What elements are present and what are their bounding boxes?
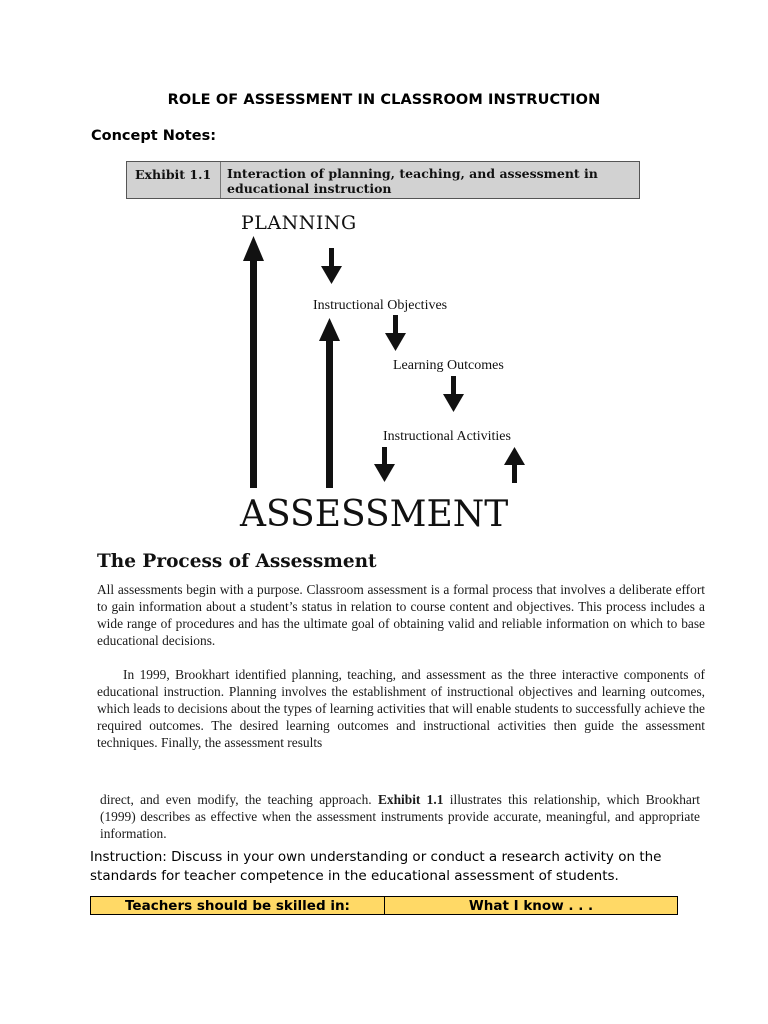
paragraph-exhibit-reference [100, 791, 700, 842]
up-arrow-short-icon [504, 447, 525, 483]
concept-notes-heading: Concept Notes: [91, 128, 217, 144]
down-arrow-icon [374, 447, 395, 482]
up-arrow-medium-icon [319, 318, 340, 488]
competence-table-header [90, 896, 678, 915]
paragraph-text-a: direct, and even modify, the teaching approach. [100, 792, 372, 807]
label-instructional-objectives: Instructional Objectives [313, 298, 448, 313]
down-arrow-icon [385, 315, 406, 351]
label-instructional-activities: Instructional Activities [383, 429, 511, 444]
exhibit-number: Exhibit 1.1 [135, 167, 212, 182]
instruction-text: Instruction: Discuss in your own understanding or conduct a research activity on the standards for teacher competence in the educational assessment of students. [90, 849, 662, 884]
down-arrow-icon [443, 376, 464, 412]
label-planning: PLANNING [241, 212, 357, 234]
label-assessment: ASSESSMENT [240, 494, 509, 535]
paragraph-brookhart: In 1999, Brookhart identified planning, teaching, and assessment as the three interactive components of educational instruction. Planning involves the establishment of instructional objectives and learning outcomes, which leads to decisions about the types of learning activities that will enable students to successfully achieve the required outcomes. The desired learning outcomes and instructional activities then guide the assessment techniques. Finally, the assessment results [97, 667, 705, 750]
page-title: ROLE OF ASSESSMENT IN CLASSROOM INSTRUCTION [167, 92, 601, 108]
label-learning-outcomes: Learning Outcomes [393, 358, 504, 373]
down-arrow-icon [321, 248, 342, 284]
table-header-skills: Teachers should be skilled in: [91, 897, 385, 914]
section-heading: The Process of Assessment [97, 551, 377, 572]
paragraph-text-b: illustrates this relationship, which Brookhart (1999) describes as effective when the assessment instruments provide accurate, meaningful, and appropriate information. [100, 792, 701, 841]
paragraph-purpose: All assessments begin with a purpose. Classroom assessment is a formal process that involves a deliberate effort to gain information about a student’s status in relation to course content and objectives. This process includes a wide range of procedures and has the ultimate goal of obtaining valid and reliable information on which to base educational decisions. [97, 582, 705, 648]
table-header-what-i-know: What I know . . . [468, 897, 594, 914]
up-arrow-long-icon [243, 236, 264, 488]
exhibit-reference: Exhibit 1.1 [377, 792, 444, 807]
exhibit-caption: Interaction of planning, teaching, and assessment in educational instruction [227, 166, 598, 196]
